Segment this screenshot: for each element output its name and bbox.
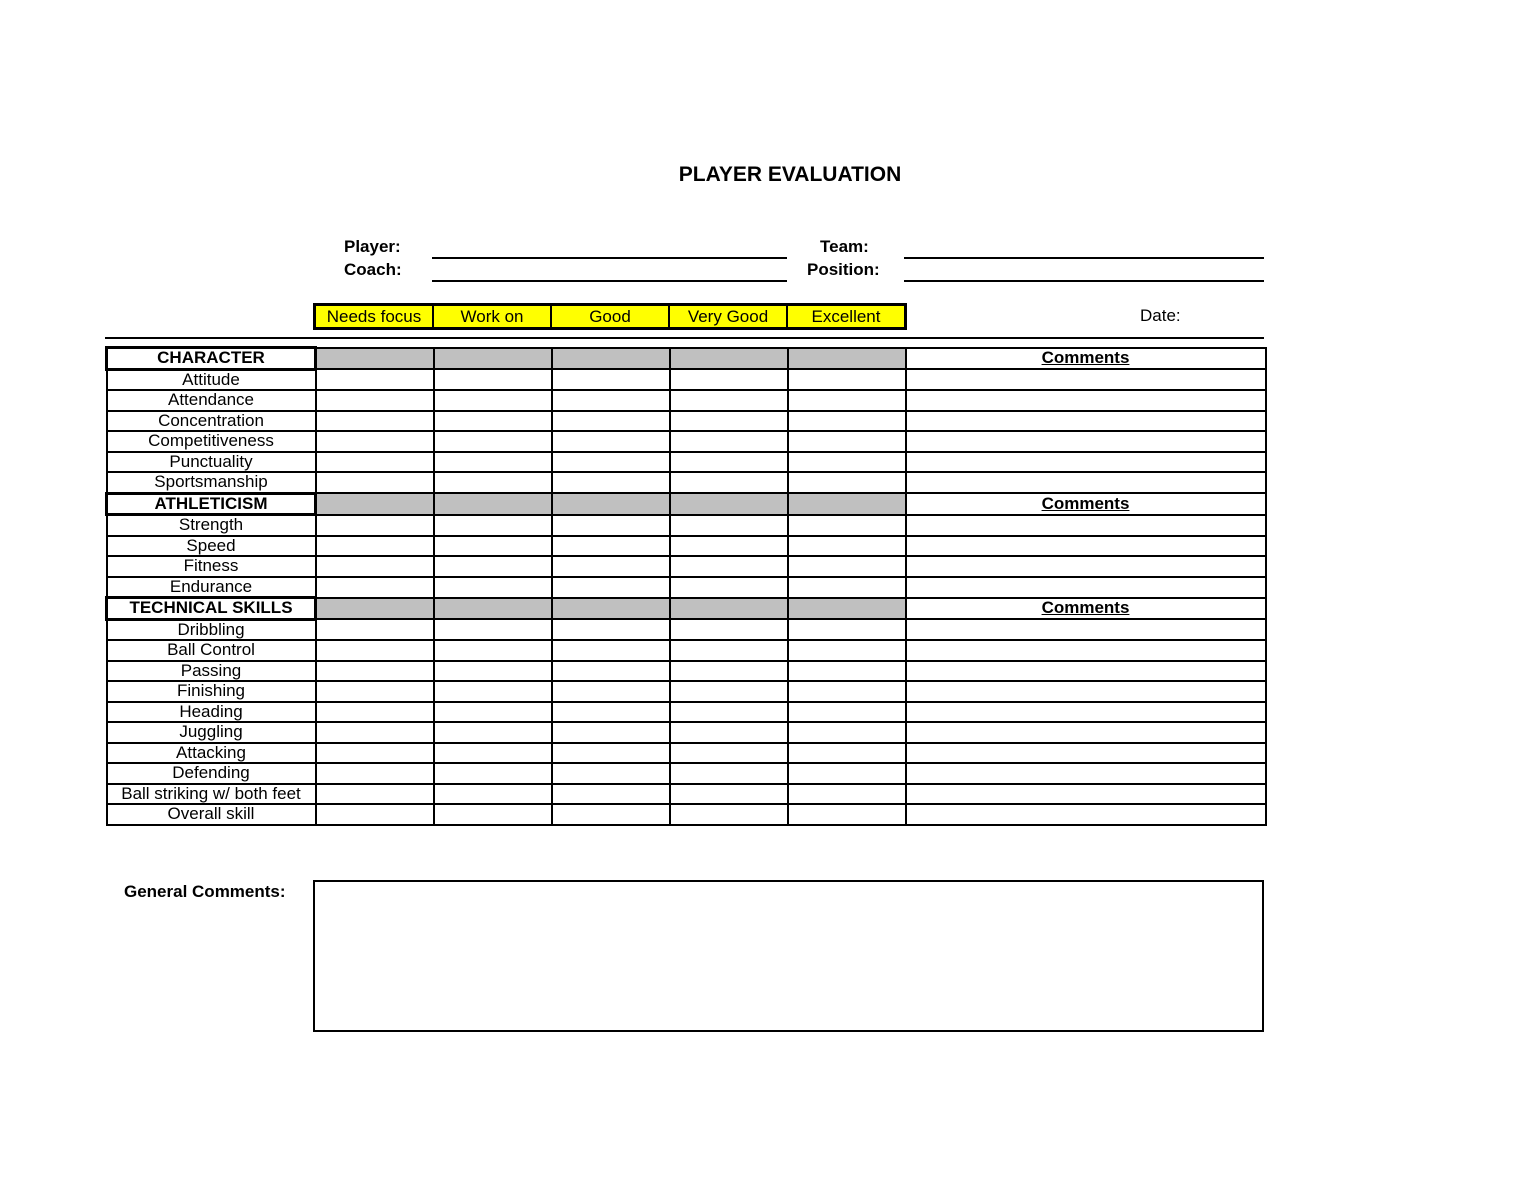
rating-cell[interactable] xyxy=(434,661,552,682)
rating-cell[interactable] xyxy=(552,472,670,493)
comments-header: Comments xyxy=(906,348,1266,370)
skill-label: Attacking xyxy=(107,743,316,764)
skill-label: Concentration xyxy=(107,411,316,432)
rating-cell[interactable] xyxy=(552,640,670,661)
comment-cell[interactable] xyxy=(906,536,1266,557)
rating-cell[interactable] xyxy=(552,722,670,743)
rating-cell[interactable] xyxy=(316,784,434,805)
coach-field[interactable] xyxy=(432,280,787,282)
rating-cell[interactable] xyxy=(552,577,670,598)
rating-cell[interactable] xyxy=(788,661,906,682)
rating-cell[interactable] xyxy=(552,743,670,764)
rating-cell[interactable] xyxy=(788,390,906,411)
rating-cell[interactable] xyxy=(788,431,906,452)
section-shaded-cell xyxy=(434,598,552,620)
skill-label: Ball striking w/ both feet xyxy=(107,784,316,805)
rating-cell[interactable] xyxy=(434,452,552,473)
rating-cell[interactable] xyxy=(316,804,434,825)
table-row xyxy=(107,452,1266,473)
general-comments-box[interactable] xyxy=(313,880,1264,1032)
team-field[interactable] xyxy=(904,257,1264,259)
team-label: Team: xyxy=(820,237,869,256)
section-title: ATHLETICISM xyxy=(107,493,316,515)
rating-cell[interactable] xyxy=(434,472,552,493)
section-title: TECHNICAL SKILLS xyxy=(107,598,316,620)
rating-cell[interactable] xyxy=(788,640,906,661)
skill-label: Fitness xyxy=(107,556,316,577)
rating-cell[interactable] xyxy=(434,804,552,825)
rating-scale-legend xyxy=(313,303,907,330)
skill-label: Competitiveness xyxy=(107,431,316,452)
rating-cell[interactable] xyxy=(316,411,434,432)
comment-cell[interactable] xyxy=(906,472,1266,493)
table-row xyxy=(107,515,1266,536)
rating-cell[interactable] xyxy=(788,619,906,640)
rating-cell[interactable] xyxy=(788,702,906,723)
skill-label: Juggling xyxy=(107,722,316,743)
scale-needs-focus: Needs focus xyxy=(326,307,422,326)
comment-cell[interactable] xyxy=(906,640,1266,661)
rating-cell[interactable] xyxy=(552,369,670,390)
scale-very-good: Very Good xyxy=(668,306,786,327)
section-header-row xyxy=(107,598,1266,620)
rating-cell[interactable] xyxy=(670,784,788,805)
comment-cell[interactable] xyxy=(906,431,1266,452)
rating-cell[interactable] xyxy=(434,681,552,702)
skill-label: Defending xyxy=(107,763,316,784)
coach-label: Coach: xyxy=(344,260,402,279)
comment-cell[interactable] xyxy=(906,369,1266,390)
general-comments-label: General Comments: xyxy=(124,882,286,901)
skill-label: Punctuality xyxy=(107,452,316,473)
comment-cell[interactable] xyxy=(906,515,1266,536)
skill-label: Passing xyxy=(107,661,316,682)
rating-cell[interactable] xyxy=(788,681,906,702)
rating-cell[interactable] xyxy=(670,369,788,390)
section-shaded-cell xyxy=(316,493,434,515)
skill-label: Overall skill xyxy=(107,804,316,825)
section-header-row xyxy=(107,348,1266,370)
rating-cell[interactable] xyxy=(316,661,434,682)
rating-cell[interactable] xyxy=(434,390,552,411)
rating-cell[interactable] xyxy=(788,722,906,743)
table-row xyxy=(107,369,1266,390)
rating-cell[interactable] xyxy=(788,369,906,390)
rating-cell[interactable] xyxy=(552,619,670,640)
rating-cell[interactable] xyxy=(316,556,434,577)
comment-cell[interactable] xyxy=(906,784,1266,805)
comments-header: Comments xyxy=(906,493,1266,515)
comment-cell[interactable] xyxy=(906,763,1266,784)
rating-cell[interactable] xyxy=(316,390,434,411)
table-row xyxy=(107,411,1266,432)
skill-label: Attendance xyxy=(107,390,316,411)
table-row xyxy=(107,702,1266,723)
rating-cell[interactable] xyxy=(552,556,670,577)
rating-cell[interactable] xyxy=(434,369,552,390)
rating-cell[interactable] xyxy=(552,515,670,536)
rating-cell[interactable] xyxy=(670,536,788,557)
section-shaded-cell xyxy=(552,348,670,370)
skill-label: Finishing xyxy=(107,681,316,702)
skill-label: Ball Control xyxy=(107,640,316,661)
comment-cell[interactable] xyxy=(906,722,1266,743)
rating-cell[interactable] xyxy=(788,452,906,473)
section-shaded-cell xyxy=(788,348,906,370)
rating-cell[interactable] xyxy=(670,452,788,473)
rating-cell[interactable] xyxy=(434,556,552,577)
rating-cell[interactable] xyxy=(434,536,552,557)
rating-cell[interactable] xyxy=(552,536,670,557)
rating-cell[interactable] xyxy=(788,556,906,577)
rating-cell[interactable] xyxy=(552,452,670,473)
rating-cell[interactable] xyxy=(316,681,434,702)
table-row xyxy=(107,431,1266,452)
skill-label: Heading xyxy=(107,702,316,723)
rating-cell[interactable] xyxy=(552,681,670,702)
scale-good: Good xyxy=(550,306,668,327)
rating-cell[interactable] xyxy=(434,515,552,536)
rating-cell[interactable] xyxy=(552,804,670,825)
rating-cell[interactable] xyxy=(788,804,906,825)
rating-cell[interactable] xyxy=(788,743,906,764)
rating-cell[interactable] xyxy=(316,763,434,784)
rating-cell[interactable] xyxy=(434,411,552,432)
table-row xyxy=(107,722,1266,743)
comment-cell[interactable] xyxy=(906,556,1266,577)
rating-cell[interactable] xyxy=(316,452,434,473)
skill-label: Dribbling xyxy=(107,619,316,640)
rating-cell[interactable] xyxy=(788,536,906,557)
table-row xyxy=(107,763,1266,784)
rating-cell[interactable] xyxy=(788,763,906,784)
section-shaded-cell xyxy=(788,598,906,620)
rating-cell[interactable] xyxy=(670,702,788,723)
table-row xyxy=(107,536,1266,557)
rating-cell[interactable] xyxy=(670,577,788,598)
table-row xyxy=(107,619,1266,640)
rating-cell[interactable] xyxy=(434,763,552,784)
player-label: Player: xyxy=(344,237,401,256)
section-header-row xyxy=(107,493,1266,515)
skill-label: Speed xyxy=(107,536,316,557)
rating-cell[interactable] xyxy=(670,556,788,577)
rating-cell[interactable] xyxy=(434,431,552,452)
table-row xyxy=(107,640,1266,661)
rating-cell[interactable] xyxy=(788,784,906,805)
rating-cell[interactable] xyxy=(552,431,670,452)
rating-cell[interactable] xyxy=(670,411,788,432)
rating-cell[interactable] xyxy=(670,640,788,661)
rating-cell[interactable] xyxy=(316,640,434,661)
skill-label: Sportsmanship xyxy=(107,472,316,493)
section-shaded-cell xyxy=(788,493,906,515)
comments-header: Comments xyxy=(906,598,1266,620)
rating-cell[interactable] xyxy=(670,472,788,493)
rating-cell[interactable] xyxy=(316,515,434,536)
rating-cell[interactable] xyxy=(552,784,670,805)
comment-cell[interactable] xyxy=(906,390,1266,411)
rating-cell[interactable] xyxy=(552,411,670,432)
table-row xyxy=(107,556,1266,577)
section-shaded-cell xyxy=(670,348,788,370)
rating-cell[interactable] xyxy=(670,619,788,640)
position-label: Position: xyxy=(807,260,880,279)
skill-label: Endurance xyxy=(107,577,316,598)
rating-cell[interactable] xyxy=(316,619,434,640)
rating-cell[interactable] xyxy=(788,515,906,536)
section-shaded-cell xyxy=(552,493,670,515)
comment-cell[interactable] xyxy=(906,702,1266,723)
page-title: PLAYER EVALUATION xyxy=(678,163,902,186)
comment-cell[interactable] xyxy=(906,619,1266,640)
rating-cell[interactable] xyxy=(670,431,788,452)
rating-cell[interactable] xyxy=(670,804,788,825)
rating-cell[interactable] xyxy=(434,784,552,805)
rating-cell[interactable] xyxy=(670,661,788,682)
section-shaded-cell xyxy=(316,598,434,620)
scale-work-on: Work on xyxy=(432,306,550,327)
comment-cell[interactable] xyxy=(906,452,1266,473)
rating-cell[interactable] xyxy=(434,743,552,764)
rating-cell[interactable] xyxy=(552,390,670,411)
rating-cell[interactable] xyxy=(316,743,434,764)
rating-cell[interactable] xyxy=(316,472,434,493)
table-row xyxy=(107,784,1266,805)
rating-cell[interactable] xyxy=(670,743,788,764)
table-row xyxy=(107,804,1266,825)
section-shaded-cell xyxy=(316,348,434,370)
position-field[interactable] xyxy=(904,280,1264,282)
rating-cell[interactable] xyxy=(788,411,906,432)
table-row xyxy=(107,681,1266,702)
table-frame-top xyxy=(105,337,1264,339)
section-shaded-cell xyxy=(552,598,670,620)
rating-cell[interactable] xyxy=(434,722,552,743)
rating-cell[interactable] xyxy=(316,577,434,598)
rating-cell[interactable] xyxy=(316,431,434,452)
section-shaded-cell xyxy=(434,348,552,370)
table-row xyxy=(107,743,1266,764)
rating-cell[interactable] xyxy=(434,577,552,598)
rating-cell[interactable] xyxy=(316,722,434,743)
rating-cell[interactable] xyxy=(670,515,788,536)
skill-label: Attitude xyxy=(107,369,316,390)
date-label: Date: xyxy=(1140,306,1181,325)
comment-cell[interactable] xyxy=(906,661,1266,682)
rating-cell[interactable] xyxy=(788,472,906,493)
rating-cell[interactable] xyxy=(316,702,434,723)
rating-cell[interactable] xyxy=(552,661,670,682)
rating-cell[interactable] xyxy=(670,763,788,784)
section-title: CHARACTER xyxy=(107,348,316,370)
rating-cell[interactable] xyxy=(552,763,670,784)
evaluation-table xyxy=(105,346,1267,826)
section-shaded-cell xyxy=(670,598,788,620)
table-row xyxy=(107,472,1266,493)
section-shaded-cell xyxy=(670,493,788,515)
rating-cell[interactable] xyxy=(670,681,788,702)
rating-cell[interactable] xyxy=(670,722,788,743)
section-shaded-cell xyxy=(434,493,552,515)
rating-cell[interactable] xyxy=(434,702,552,723)
table-row xyxy=(107,390,1266,411)
rating-cell[interactable] xyxy=(434,640,552,661)
scale-excellent: Excellent xyxy=(786,306,904,327)
table-row xyxy=(107,577,1266,598)
comment-cell[interactable] xyxy=(906,804,1266,825)
comment-cell[interactable] xyxy=(906,681,1266,702)
skill-label: Strength xyxy=(107,515,316,536)
rating-cell[interactable] xyxy=(788,577,906,598)
rating-cell[interactable] xyxy=(434,619,552,640)
rating-cell[interactable] xyxy=(670,390,788,411)
comment-cell[interactable] xyxy=(906,743,1266,764)
comment-cell[interactable] xyxy=(906,577,1266,598)
rating-cell[interactable] xyxy=(316,369,434,390)
player-field[interactable] xyxy=(432,257,787,259)
rating-cell[interactable] xyxy=(316,536,434,557)
comment-cell[interactable] xyxy=(906,411,1266,432)
table-row xyxy=(107,661,1266,682)
rating-cell[interactable] xyxy=(552,702,670,723)
